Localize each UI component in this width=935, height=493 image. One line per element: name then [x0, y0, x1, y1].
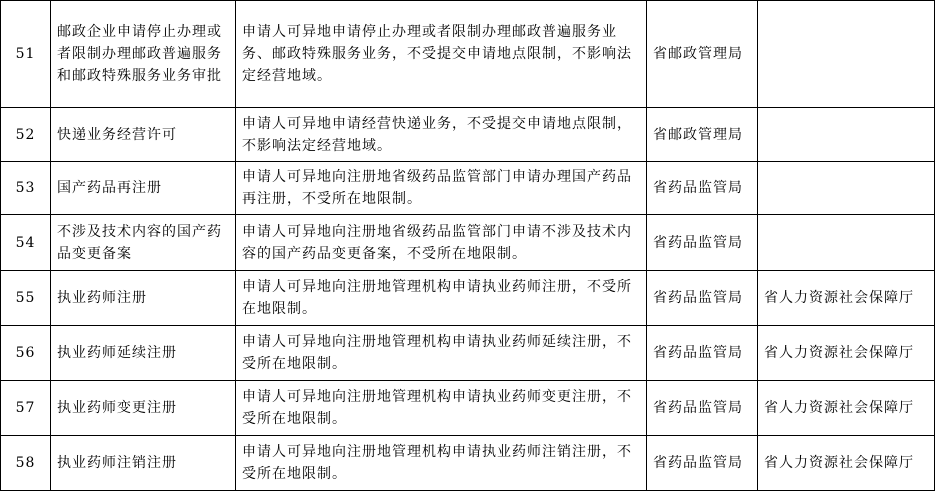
table-row: [1, 108, 935, 162]
item-description: 申请人可异地向注册地管理机构申请执业药师注册，不受所在地限制。: [236, 271, 647, 326]
responsible-department: 省邮政管理局: [647, 108, 758, 162]
table-row: [1, 326, 935, 381]
cooperating-department: 省人力资源社会保障厅: [758, 436, 935, 491]
item-description: 申请人可异地向注册地省级药品监管部门申请不涉及技术内容的国产药品变更备案，不受所在地限制。: [236, 215, 647, 271]
responsible-department: 省药品监管局: [647, 381, 758, 436]
table-row: [1, 162, 935, 215]
table-row: [1, 271, 935, 326]
item-name: 快递业务经营许可: [51, 108, 236, 162]
cooperating-department: [758, 108, 935, 162]
row-number: 57: [1, 381, 51, 436]
row-number: 55: [1, 271, 51, 326]
item-name: 国产药品再注册: [51, 162, 236, 215]
row-number: 53: [1, 162, 51, 215]
item-description: 申请人可异地向注册地管理机构申请执业药师延续注册，不受所在地限制。: [236, 326, 647, 381]
item-description: 申请人可异地向注册地省级药品监管部门申请办理国产药品再注册，不受所在地限制。: [236, 162, 647, 215]
cooperating-department: 省人力资源社会保障厅: [758, 326, 935, 381]
item-name: 执业药师变更注册: [51, 381, 236, 436]
item-name: 执业药师延续注册: [51, 326, 236, 381]
table-row: [1, 215, 935, 271]
item-description: 申请人可异地申请经营快递业务，不受提交申请地点限制，不影响法定经营地域。: [236, 108, 647, 162]
item-description: 申请人可异地向注册地管理机构申请执业药师注销注册，不受所在地限制。: [236, 436, 647, 491]
row-number: 58: [1, 436, 51, 491]
responsible-department: 省邮政管理局: [647, 1, 758, 108]
row-number: 54: [1, 215, 51, 271]
cooperating-department: [758, 1, 935, 108]
table-row: [1, 381, 935, 436]
item-name: 执业药师注销注册: [51, 436, 236, 491]
table-row: [1, 436, 935, 491]
cooperating-department: 省人力资源社会保障厅: [758, 271, 935, 326]
cooperating-department: [758, 162, 935, 215]
row-number: 56: [1, 326, 51, 381]
responsible-department: 省药品监管局: [647, 162, 758, 215]
row-number: 52: [1, 108, 51, 162]
cooperating-department: 省人力资源社会保障厅: [758, 381, 935, 436]
item-description: 申请人可异地申请停止办理或者限制办理邮政普遍服务业务、邮政特殊服务业务，不受提交申请地点限制，不影响法定经营地域。: [236, 1, 647, 108]
item-name: 邮政企业申请停止办理或者限制办理邮政普遍服务和邮政特殊服务业务审批: [51, 1, 236, 108]
responsible-department: 省药品监管局: [647, 326, 758, 381]
item-description: 申请人可异地向注册地管理机构申请执业药师变更注册，不受所在地限制。: [236, 381, 647, 436]
row-number: 51: [1, 1, 51, 108]
item-name: 不涉及技术内容的国产药品变更备案: [51, 215, 236, 271]
responsible-department: 省药品监管局: [647, 436, 758, 491]
responsible-department: 省药品监管局: [647, 271, 758, 326]
responsible-department: 省药品监管局: [647, 215, 758, 271]
item-name: 执业药师注册: [51, 271, 236, 326]
cooperating-department: [758, 215, 935, 271]
table-row: [1, 1, 935, 108]
